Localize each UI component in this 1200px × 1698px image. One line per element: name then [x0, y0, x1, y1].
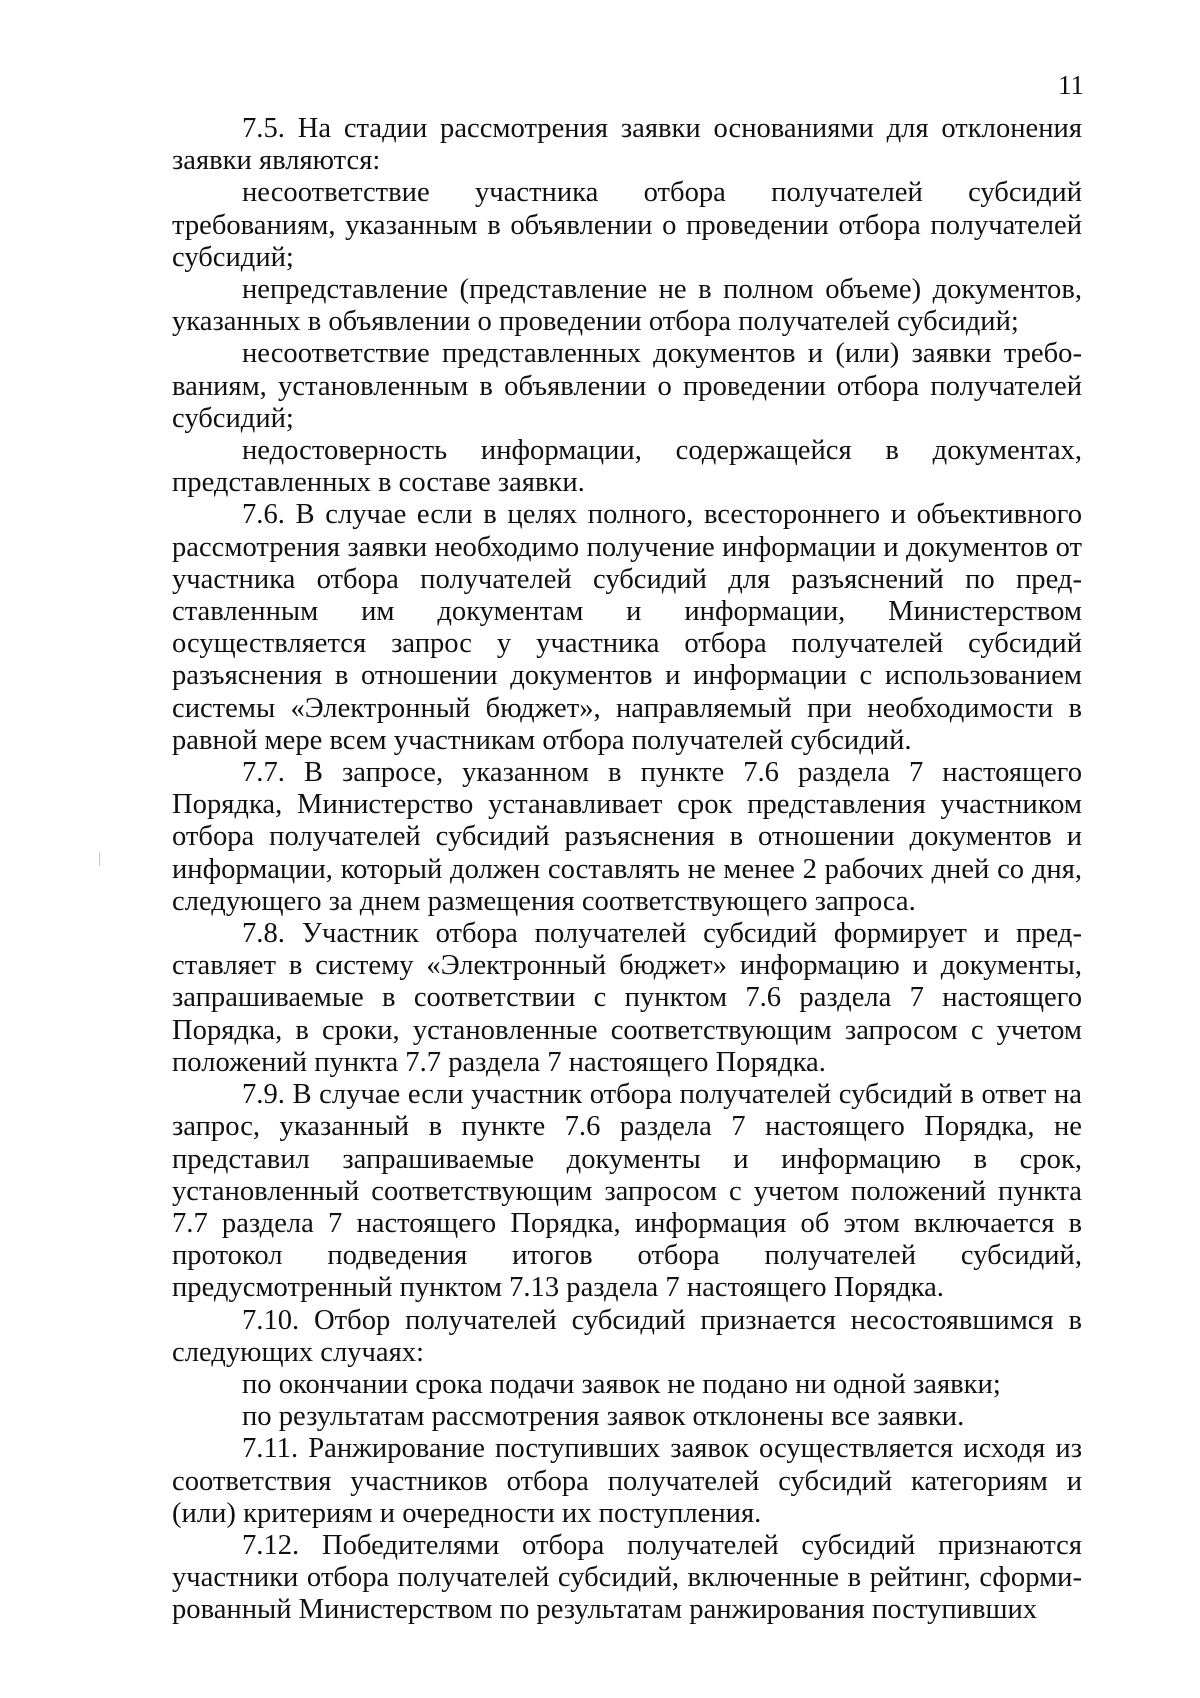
document-body — [172, 113, 1082, 1627]
paragraph-7-6: 7.6. В случае если в целях полного, всестороннего и объективного рассмотрения заявки необходимо получение информации и документов от участника отбора получателей субсидий для разъяснений по представленным им документам и информации, Министерством осуществляется запрос у участника отбора получателей субсидий разъяснения в отношении документов и информации с использованием системы «Электронный бюджет», направляемый при необходимости в равной мере всем участникам отбора получателей субсидий. — [172, 499, 1082, 756]
list-item-case-1: по окончании срока подачи заявок не подано ни одной заявки; — [242, 1368, 1001, 1400]
list-item-ground-2: непредставление (представление не в полном объеме) документов, указанных в объявлении о проведении отбора получателей субсидий; — [172, 274, 1082, 338]
paragraph-7-9: 7.9. В случае если участник отбора получателей субсидий в ответ на запрос, указанный в пункте 7.6 раздела 7 настоящего Порядка, не представил запрашиваемые документы и информацию в срок, установленный соответствующим запросом с учетом положений пункта 7.7 раздела 7 настоящего Порядка, информация об этом включается в протокол подведения итогов отбора получателей субсидий, предусмотренный пунктом 7.13 раздела 7 настоящего Порядка. — [172, 1079, 1082, 1304]
list-item-ground-4: недостоверность информации, содержащейся в документах, представленных в составе заявки. — [172, 435, 1082, 499]
list-item-ground-1: несоответствие участника отбора получателей субсидий требованиям, указанным в объявлении о проведении отбора получателей субсидий; — [172, 177, 1082, 273]
page-number: 11 — [1058, 70, 1084, 100]
paragraph-7-7: 7.7. В запросе, указанном в пункте 7.6 раздела 7 настоящего Порядка, Министерство устанавливает срок представления участником отбора получателей субсидий разъяснения в отношении документов и информации, который должен составлять не менее 2 рабочих дней со дня, следующего за днем размещения соответствующего запроса. — [172, 757, 1082, 917]
paragraph-7-10: 7.10. Отбор получателей субсидий признается несостоявшимся в следующих случаях: — [172, 1304, 1082, 1368]
paragraph-7-5: 7.5. На стадии рассмотрения заявки основаниями для отклонения заявки являются: — [172, 113, 1082, 177]
list-item-case-2: по результатам рассмотрения заявок отклонены все заявки. — [242, 1401, 965, 1433]
paragraph-7-12: 7.12. Победителями отбора получателей субсидий признаются участники отбора получателей субсидий, включенные в рейтинг, сформированный Министерством по результатам ранжирования поступивших — [172, 1529, 1082, 1626]
list-item-ground-3: несоответствие представленных документов и (или) заявки требованиям, установленным в объявлении о проведении отбора получателей субсидий; — [172, 338, 1082, 434]
paragraph-7-8: 7.8. Участник отбора получателей субсидий формирует и представляет в систему «Электронный бюджет» информацию и документы, запрашиваемые в соответствии с пунктом 7.6 раздела 7 настоящего Порядка, в сроки, установленные соответствующим запросом с учетом положений пункта 7.7 раздела 7 настоящего Порядка. — [172, 918, 1082, 1078]
paragraph-7-11: 7.11. Ранжирование поступивших заявок осуществляется исходя из соответствия участников отбора получателей субсидий категориям и (или) критериям и очередности их поступления. — [172, 1433, 1082, 1529]
scan-artifact — [99, 852, 100, 866]
